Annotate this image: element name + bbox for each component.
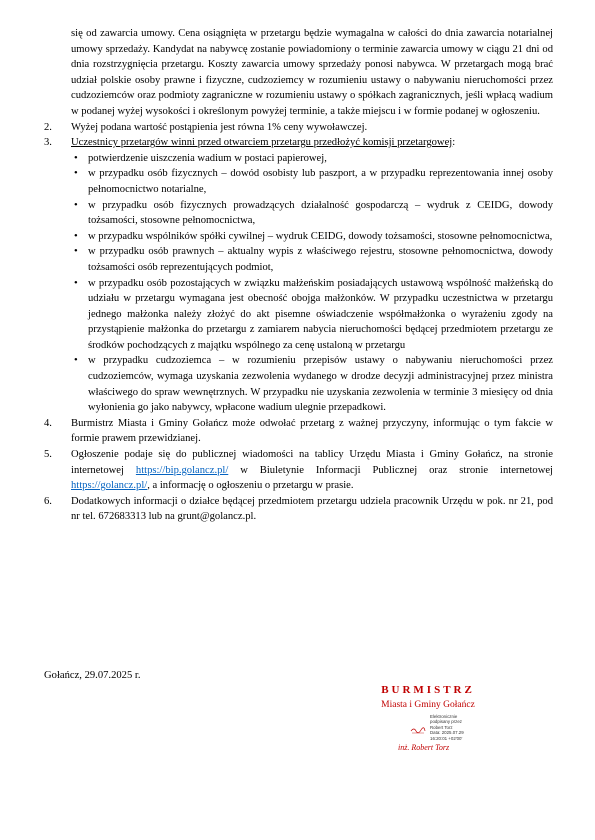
item-text: Burmistrz Miasta i Gminy Gołańcz może odwołać przetarg z ważnej przyczyny, informując o tym fakcie w formie prawem przewidzianej. [71, 417, 553, 445]
item-number: 4. [44, 417, 52, 429]
place-date: Gołańcz, 29.07.2025 r. [44, 670, 141, 681]
website-link[interactable]: https://golancz.pl/ [71, 480, 148, 492]
item-number: 6. [44, 495, 52, 507]
item-text: Dodatkowych informacji o działce będącej przedmiotem przetargu udziela pracownik Urzędu w pok. nr 21, pod nr tel. 672683313 lub na grunt@golancz.pl. [71, 495, 553, 523]
list-item: • w przypadku osób fizycznych prowadzących działalność gospodarczą – wydruk z CEIDG, dowody tożsamości, stosowne pełnomocnictwa, [71, 198, 553, 229]
list-item-4 [44, 416, 553, 447]
e-signature-stamp [430, 714, 480, 741]
list-item: • w przypadku osób prawnych – aktualny wypis z właściwego rejestru, stosowne pełnomocnictwa, dowody tożsamości osób reprezentujących podmiot, [71, 244, 553, 275]
item-text: Wyżej podana wartość postąpienia jest równa 1% ceny wywoławczej. [71, 121, 368, 133]
list-item-6 [44, 494, 553, 525]
item-text-part: w Biuletynie Informacji Publicznej oraz stronie internetowej [228, 464, 553, 476]
list-item-2 [44, 120, 553, 136]
signature-title: BURMISTRZ [381, 684, 475, 696]
stamp-line: Data: 2025.07.29 [430, 730, 464, 736]
list-item: • w przypadku cudzoziemca – w rozumieniu przepisów ustawy o nabywaniu nieruchomości przez cudzoziemców, wymaga uzyskania zezwolenia wydanego w drodze decyzji administracyjnej przez ministra właściwego do spraw wewnętrznych. W przypadku nie uzyskania zezwolenia w terminie 3 miesięcy od dnia wyłonienia go jako nabywcy, wpłacone wadium ulegnie przepadkowi. [71, 353, 553, 415]
item-number: 5. [44, 449, 52, 461]
stamp-line: Elektronicznie [430, 714, 458, 719]
list-item: • w przypadku osób fizycznych – dowód osobisty lub paszport, a w przypadku reprezentowania innej osoby pełnomocnictwo notarialne, [71, 166, 553, 197]
list-item-5 [44, 447, 553, 494]
item-number: 2. [44, 121, 52, 133]
announcement-body [44, 26, 553, 525]
item-heading-wrap [71, 135, 553, 151]
item-heading-colon: : [452, 137, 456, 149]
item-number: 3. [44, 137, 52, 149]
intro-continuation: się od zawarcia umowy. Cena osiągnięta w przetargu będzie wymagalna w całości do dnia zawarcia notarialnej umowy sprzedaży. Kandydat na nabywcę zostanie powiadomiony o terminie zawarcia umowy w ciągu 21 dni od dnia rozstrzygnięcia przetargu. Koszty zawarcia umowy sprzedaży ponosi nabywca. W przetargach mogą brać udział polskie osoby prawne i fizyczne, cudzoziemcy w rozumieniu ustawy o nabywaniu nieruchomości przez cudzoziemców oraz podmioty zagraniczne w rozumieniu ustawy o spółkach zagranicznych, jeśli wpłacą wadium w podanej wyżej wysokości i określonym powyżej terminie, a także miejscu i w formie podanej w ogłoszeniu. [71, 28, 553, 117]
requirements-list [44, 151, 553, 416]
list-item: • potwierdzenie uiszczenia wadium w postaci papierowej, [71, 151, 553, 167]
bip-link[interactable]: https://bip.golancz.pl/ [135, 464, 229, 476]
list-item-3 [44, 135, 553, 151]
signature-scribble-icon [410, 725, 426, 735]
item-text-part: , a informację o ogłoszeniu o przetargu w prasie. [147, 480, 354, 492]
signature-subtitle: Miasta i Gminy Gołańcz [381, 700, 475, 710]
item-text-part: Ogłoszenie podaje się do publicznej wiadomości na tablicy Urzędu Miasta i Gminy Gołańcz, na stronie internetowej [71, 449, 553, 476]
list-item: • w przypadku wspólników spółki cywilnej – wydruk CEIDG, dowody tożsamości, stosowne pełnomocnictwa, [71, 229, 553, 245]
signer-name: inż. Robert Torz [398, 743, 450, 752]
stamp-line: podpisany przez [430, 719, 462, 725]
stamp-line: 16:20:01 +02'00' [430, 735, 463, 741]
item-text [71, 447, 553, 494]
item-heading: Uczestnicy przetargów winni przed otwarciem przetargu przedłożyć komisji przetargowej [71, 137, 453, 149]
stamp-line: Robert Torz [430, 724, 453, 730]
list-item: • w przypadku osób pozostających w związku małżeńskim posiadających ustawową wspólność małżeńską do udziału w przetargu wymagana jest obecność obojga małżonków. W przypadku uczestnictwa w przetargu jednego małżonka należy złożyć do akt pisemne oświadczenie współmałżonka o wyrażeniu zgody na przystąpienie małżonka do przetargu z zamiarem nabycia nieruchomości będącej przedmiotem przetargu ze środków pochodzących z majątku wspólnego za cenę ustaloną w przetargu [71, 276, 553, 354]
